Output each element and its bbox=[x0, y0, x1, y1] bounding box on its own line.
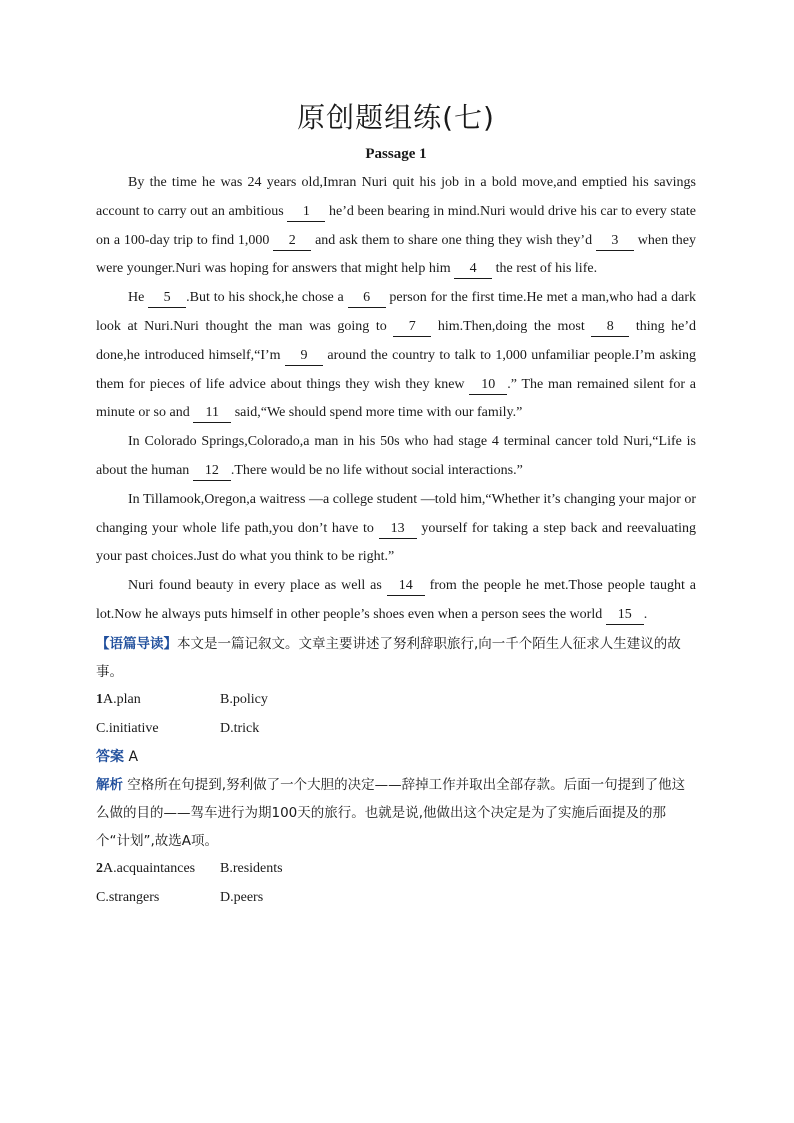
analysis bbox=[96, 771, 696, 855]
passage-text: said,“We should spend more time with our family.” bbox=[231, 405, 523, 421]
analysis-label: 解析 bbox=[96, 777, 123, 794]
options-row-1 bbox=[96, 855, 696, 884]
passage-paragraph bbox=[96, 169, 696, 284]
blank-number: 11 bbox=[193, 404, 231, 423]
blank-number: 4 bbox=[454, 260, 492, 279]
passage-title: Passage 1 bbox=[365, 146, 427, 162]
option-a: A.acquaintances bbox=[103, 861, 196, 877]
answer-value: A bbox=[128, 749, 139, 766]
blank-number: 6 bbox=[348, 289, 386, 308]
answer-line bbox=[96, 743, 696, 771]
option-d: D.trick bbox=[220, 720, 260, 736]
passage-text: thing he’d done,he introduced himself,“I’m bbox=[96, 318, 697, 363]
option-d: D.peers bbox=[220, 890, 264, 906]
blank-number: 3 bbox=[596, 232, 634, 251]
passage-text: Nuri found beauty in every place as well as bbox=[128, 578, 387, 594]
page-title: 原创题组练(七) bbox=[297, 101, 495, 134]
passage-text: and ask them to share one thing they wish they’d bbox=[311, 232, 596, 248]
blank-number: 14 bbox=[387, 577, 425, 596]
passage-paragraph bbox=[96, 428, 696, 486]
passage-text: from the people he met.Those people taught a lot.Now he always puts himself in other people’s shoes even when a person sees the world bbox=[96, 578, 696, 622]
answer-label: 答案 bbox=[96, 749, 124, 766]
passage-text: person for the first time.He met a man,who had a dark look at Nuri.Nuri thought the man was going to bbox=[96, 290, 696, 334]
options-row-2 bbox=[96, 884, 696, 913]
option-c: C.strangers bbox=[96, 890, 160, 906]
options-row-2 bbox=[96, 715, 696, 744]
passage-paragraph bbox=[96, 284, 696, 428]
blank-number: 5 bbox=[148, 289, 186, 308]
passage-paragraph bbox=[96, 572, 696, 630]
passage-text: .But to his shock,he chose a bbox=[186, 290, 348, 306]
analysis-text: 空格所在句提到,努利做了一个大胆的决定——辞掉工作并取出全部存款。后面一句提到了他这么做的目的——驾车进行为期100天的旅行。也就是说,他做出这个决定是为了实施后面提及的那个“计划”,故选A项。 bbox=[96, 777, 686, 850]
question-number: 1 bbox=[96, 691, 103, 707]
passage-text: He bbox=[128, 290, 149, 306]
document-page bbox=[96, 96, 696, 913]
passage-text: In Colorado Springs,Colorado,a man in his 50s who had stage 4 terminal cancer told Nuri,“Life is about the human bbox=[96, 434, 696, 478]
blank-number: 7 bbox=[393, 318, 431, 337]
passage-text: .” The man remained silent for a minute or so and bbox=[96, 376, 696, 421]
passage-text: him.Then,doing the most bbox=[431, 318, 592, 334]
blank-number: 13 bbox=[379, 520, 417, 539]
question-1 bbox=[96, 686, 696, 856]
option-b: B.residents bbox=[220, 861, 283, 877]
option-b: B.policy bbox=[220, 691, 268, 707]
option-a: A.plan bbox=[103, 691, 141, 707]
passage-body bbox=[96, 169, 696, 630]
options-row-1 bbox=[96, 686, 696, 715]
blank-number: 10 bbox=[469, 376, 507, 395]
passage-text: when they were younger.Nuri was hoping for answers that might help him bbox=[96, 232, 696, 277]
blank-number: 2 bbox=[273, 232, 311, 251]
passage-text: yourself for taking a step back and reevaluating your past choices.Just do what you think to be right.” bbox=[96, 520, 696, 565]
guide-label: 【语篇导读】 bbox=[96, 635, 177, 652]
blank-number: 8 bbox=[591, 318, 629, 337]
option-c: C.initiative bbox=[96, 720, 159, 736]
guide-text: 本文是一篇记叙文。文章主要讲述了努利辞职旅行,向一千个陌生人征求人生建议的故事。 bbox=[96, 635, 681, 680]
passage-text: By the time he was 24 years old,Imran Nuri quit his job in a bold move,and emptied his savings account to carry out an ambitious bbox=[96, 175, 696, 219]
blank-number: 1 bbox=[287, 203, 325, 222]
reading-guide bbox=[96, 630, 696, 686]
blank-number: 15 bbox=[606, 606, 644, 625]
passage-text: . bbox=[643, 606, 648, 622]
blank-number: 12 bbox=[193, 462, 231, 481]
passage-text: around the country to talk to 1,000 unfamiliar people.I’m asking them for pieces of life advice about things they wish they knew bbox=[96, 347, 697, 392]
passage-text: In Tillamook,Oregon,a waitress —a college student —told him,“Whether it’s changing your major or changing your whole life path,you don’t have to bbox=[96, 491, 696, 536]
passage-paragraph bbox=[96, 486, 696, 572]
passage-text: the rest of his life. bbox=[492, 261, 598, 277]
question-number: 2 bbox=[96, 861, 103, 877]
passage-text: he’d been bearing in mind.Nuri would drive his car to every state on a 100-day trip to find 1,000 bbox=[96, 203, 696, 248]
passage-text: .There would be no life without social interactions.” bbox=[230, 462, 523, 478]
question-2 bbox=[96, 855, 696, 913]
blank-number: 9 bbox=[285, 347, 323, 366]
